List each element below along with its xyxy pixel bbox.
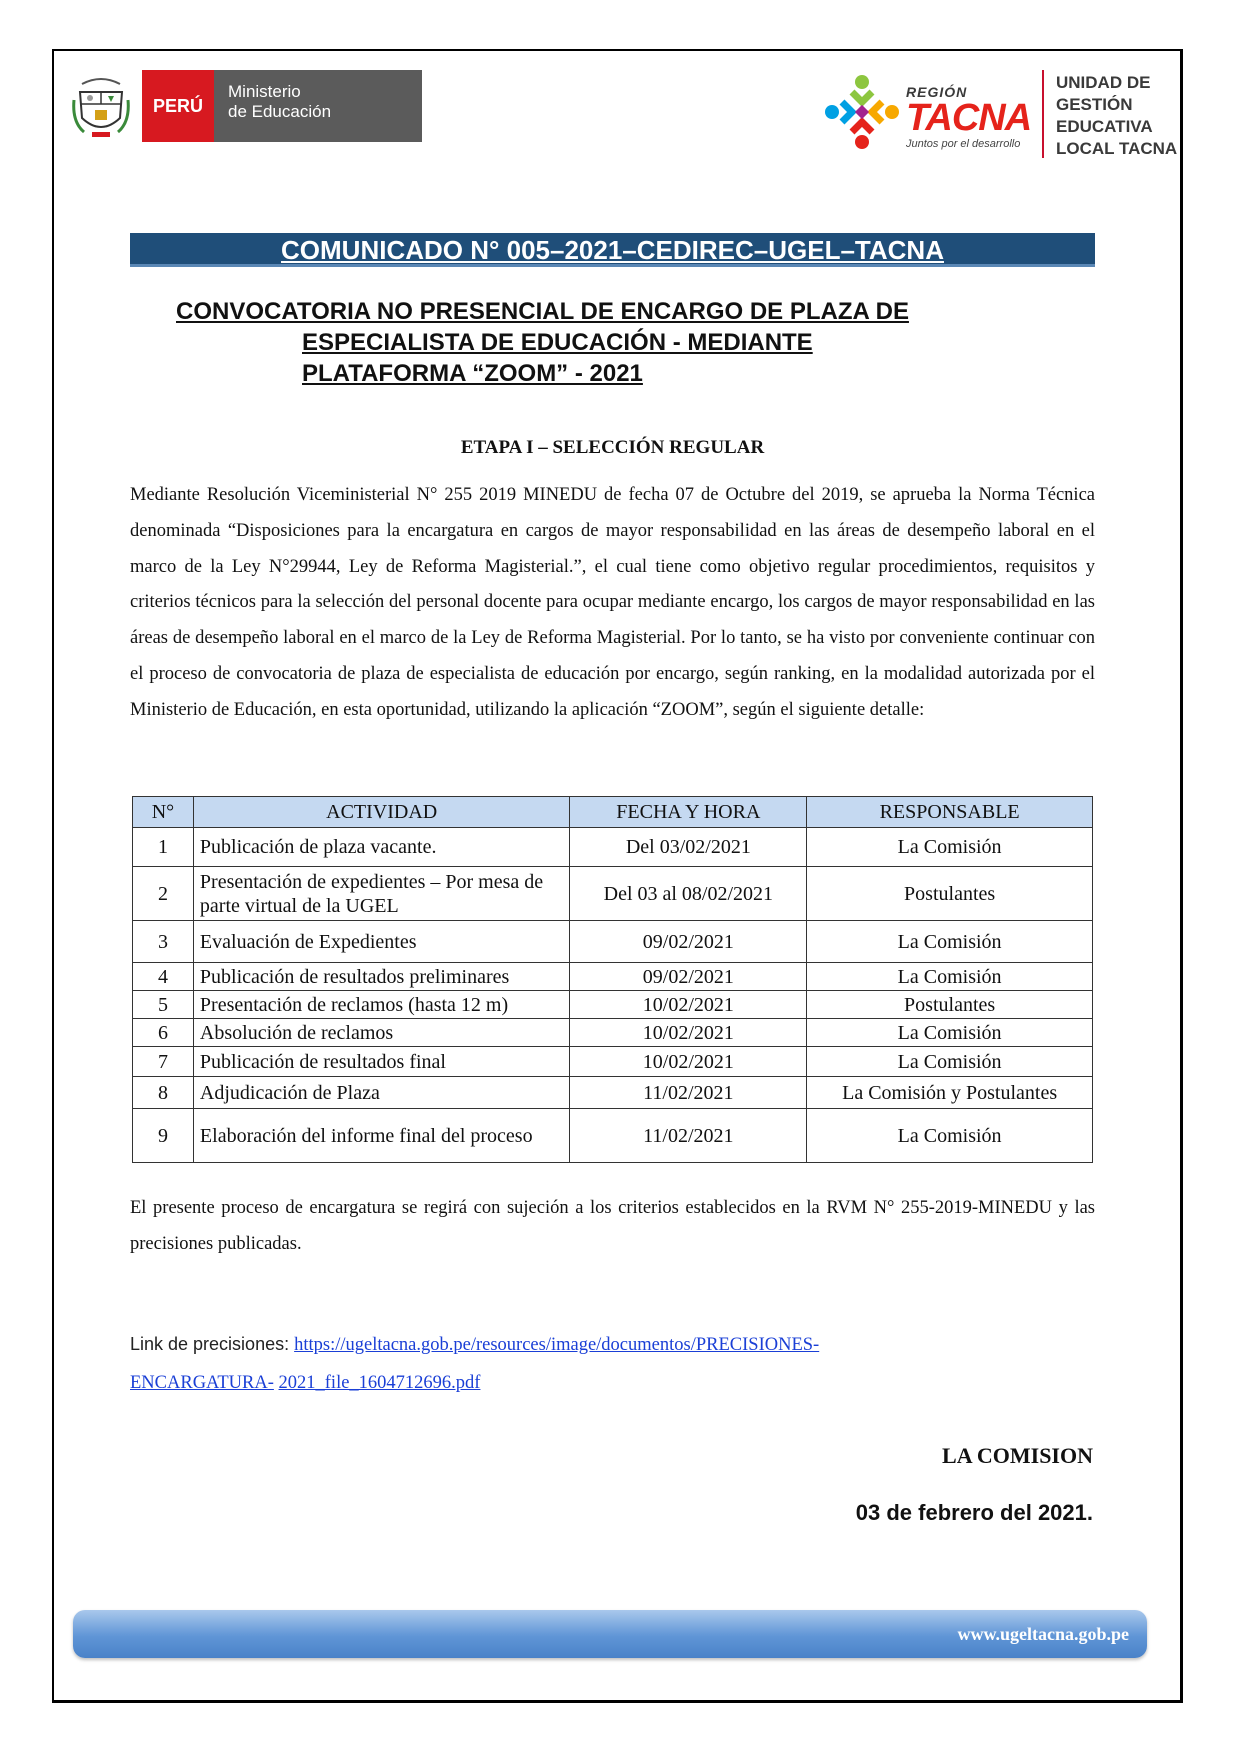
region-tagline: Juntos por el desarrollo xyxy=(906,138,1021,150)
table-header-row xyxy=(133,797,1093,828)
row-activity: Adjudicación de Plaza xyxy=(193,1077,570,1109)
signature: LA COMISION xyxy=(942,1443,1093,1468)
ugel-line-2: GESTIÓN xyxy=(1056,95,1133,114)
region-small-label: REGIÓN xyxy=(906,84,968,100)
row-activity: Evaluación de Expedientes xyxy=(193,921,570,963)
row-date: 09/02/2021 xyxy=(570,921,807,963)
ministry-line-2: de Educación xyxy=(228,102,332,121)
link-label: Link de precisiones: xyxy=(130,1334,295,1354)
header-activity: ACTIVIDAD xyxy=(193,797,570,828)
row-number: 7 xyxy=(133,1047,194,1077)
row-responsible: La Comisión xyxy=(807,1047,1093,1077)
ministry-line-1: Ministerio xyxy=(228,82,301,101)
row-responsible: La Comisión y Postulantes xyxy=(807,1077,1093,1109)
row-responsible: La Comisión xyxy=(807,963,1093,991)
table-row xyxy=(133,1109,1093,1163)
stage-heading: ETAPA I – SELECCIÓN REGULAR xyxy=(460,437,765,458)
row-number: 5 xyxy=(133,991,194,1019)
row-date: 10/02/2021 xyxy=(570,1047,807,1077)
row-date: 09/02/2021 xyxy=(570,963,807,991)
row-responsible: La Comisión xyxy=(807,828,1093,867)
row-date: Del 03 al 08/02/2021 xyxy=(570,867,807,921)
table-row xyxy=(133,1047,1093,1077)
row-date: 11/02/2021 xyxy=(570,1109,807,1163)
subtitle-line-3: PLATAFORMA “ZOOM” - 2021 xyxy=(302,360,643,387)
region-tacna-wordmark xyxy=(906,84,1031,150)
footer-bar xyxy=(73,1610,1147,1658)
minedu-logo xyxy=(70,70,422,142)
document-date: 03 de febrero del 2021. xyxy=(855,1500,1093,1525)
region-tacna-logo-icon xyxy=(818,68,906,156)
row-responsible: Postulantes xyxy=(807,867,1093,921)
row-number: 1 xyxy=(133,828,194,867)
closing-paragraph: El presente proceso de encargatura se regirá con sujeción a los criterios establecidos en la RVM N° 255-2019-MINEDU y las precisiones publicadas. xyxy=(130,1198,1095,1254)
peru-coat-of-arms-icon xyxy=(70,70,132,142)
header-number: N° xyxy=(133,797,194,828)
row-activity: Publicación de resultados preliminares xyxy=(193,963,570,991)
region-big-label: TACNA xyxy=(906,97,1032,139)
table-row xyxy=(133,1019,1093,1047)
table-row xyxy=(133,867,1093,921)
row-number: 9 xyxy=(133,1109,194,1163)
subtitle-line-1: CONVOCATORIA NO PRESENCIAL DE ENCARGO DE PLAZA DE xyxy=(176,298,909,325)
row-number: 3 xyxy=(133,921,194,963)
table-row xyxy=(133,1077,1093,1109)
row-responsible: La Comisión xyxy=(807,1109,1093,1163)
row-number: 2 xyxy=(133,867,194,921)
row-responsible: La Comisión xyxy=(807,921,1093,963)
precisions-link-block xyxy=(130,1325,1095,1402)
row-activity: Presentación de reclamos (hasta 12 m) xyxy=(193,991,570,1019)
ugel-line-4: LOCAL TACNA xyxy=(1056,139,1178,158)
header-date: FECHA Y HORA xyxy=(570,797,807,828)
table-row xyxy=(133,921,1093,963)
ugel-line-1: UNIDAD DE xyxy=(1056,73,1151,92)
ugel-name xyxy=(1056,72,1177,160)
row-activity: Publicación de resultados final xyxy=(193,1047,570,1077)
row-date: 11/02/2021 xyxy=(570,1077,807,1109)
table-row xyxy=(133,963,1093,991)
document-title: COMUNICADO N° 005–2021–CEDIREC–UGEL–TACNA xyxy=(281,235,944,265)
row-date: 10/02/2021 xyxy=(570,991,807,1019)
ugel-separator xyxy=(1042,70,1044,158)
row-number: 4 xyxy=(133,963,194,991)
peru-label: PERÚ xyxy=(142,70,214,142)
precisions-link-part-2[interactable]: ENCARGATURA- xyxy=(130,1373,274,1393)
row-responsible: Postulantes xyxy=(807,991,1093,1019)
activities-table xyxy=(132,796,1093,1163)
intro-paragraph: Mediante Resolución Viceministerial N° 255 2019 MINEDU de fecha 07 de Octubre del 2019, se aprueba la Norma Técnica denominada “Disposiciones para la encargatura en cargos de mayor responsabilidad en las áreas de desempeño laboral en el marco de la Ley N°29944, Ley de Reforma Magisterial.”, el cual tiene como objetivo regular procedimientos, requisitos y criterios técnicos para la selección del personal docente para ocupar mediante encargo, los cargos de mayor responsabilidad en las áreas de desempeño laboral en el marco de la Ley de Reforma Magisterial. Por lo tanto, se ha visto por conveniente continuar con el proceso de convocatoria de plaza de especialista de educación por encargo, según ranking, en la modalidad autorizada por el Ministerio de Educación, en esta oportunidad, utilizando la aplicación “ZOOM”, según el siguiente detalle: xyxy=(130,485,1095,720)
footer-url[interactable]: www.ugeltacna.gob.pe xyxy=(957,1624,1129,1644)
ministry-name xyxy=(214,70,422,142)
row-number: 8 xyxy=(133,1077,194,1109)
row-activity: Presentación de expedientes – Por mesa de parte virtual de la UGEL xyxy=(193,867,570,921)
document-subtitle xyxy=(176,296,1036,389)
row-activity: Absolución de reclamos xyxy=(193,1019,570,1047)
precisions-link-part-1[interactable]: https://ugeltacna.gob.pe/resources/image/documentos/PRECISIONES- xyxy=(294,1335,820,1355)
precisions-link-part-3[interactable]: 2021_file_1604712696.pdf xyxy=(278,1373,481,1393)
row-date: Del 03/02/2021 xyxy=(570,828,807,867)
row-date: 10/02/2021 xyxy=(570,1019,807,1047)
table-row xyxy=(133,991,1093,1019)
row-activity: Elaboración del informe final del proceso xyxy=(193,1109,570,1163)
subtitle-line-2: ESPECIALISTA DE EDUCACIÓN - MEDIANTE xyxy=(302,329,813,356)
header-responsible: RESPONSABLE xyxy=(807,797,1093,828)
row-number: 6 xyxy=(133,1019,194,1047)
ugel-line-3: EDUCATIVA xyxy=(1056,117,1153,136)
row-responsible: La Comisión xyxy=(807,1019,1093,1047)
table-row xyxy=(133,828,1093,867)
row-activity: Publicación de plaza vacante. xyxy=(193,828,570,867)
